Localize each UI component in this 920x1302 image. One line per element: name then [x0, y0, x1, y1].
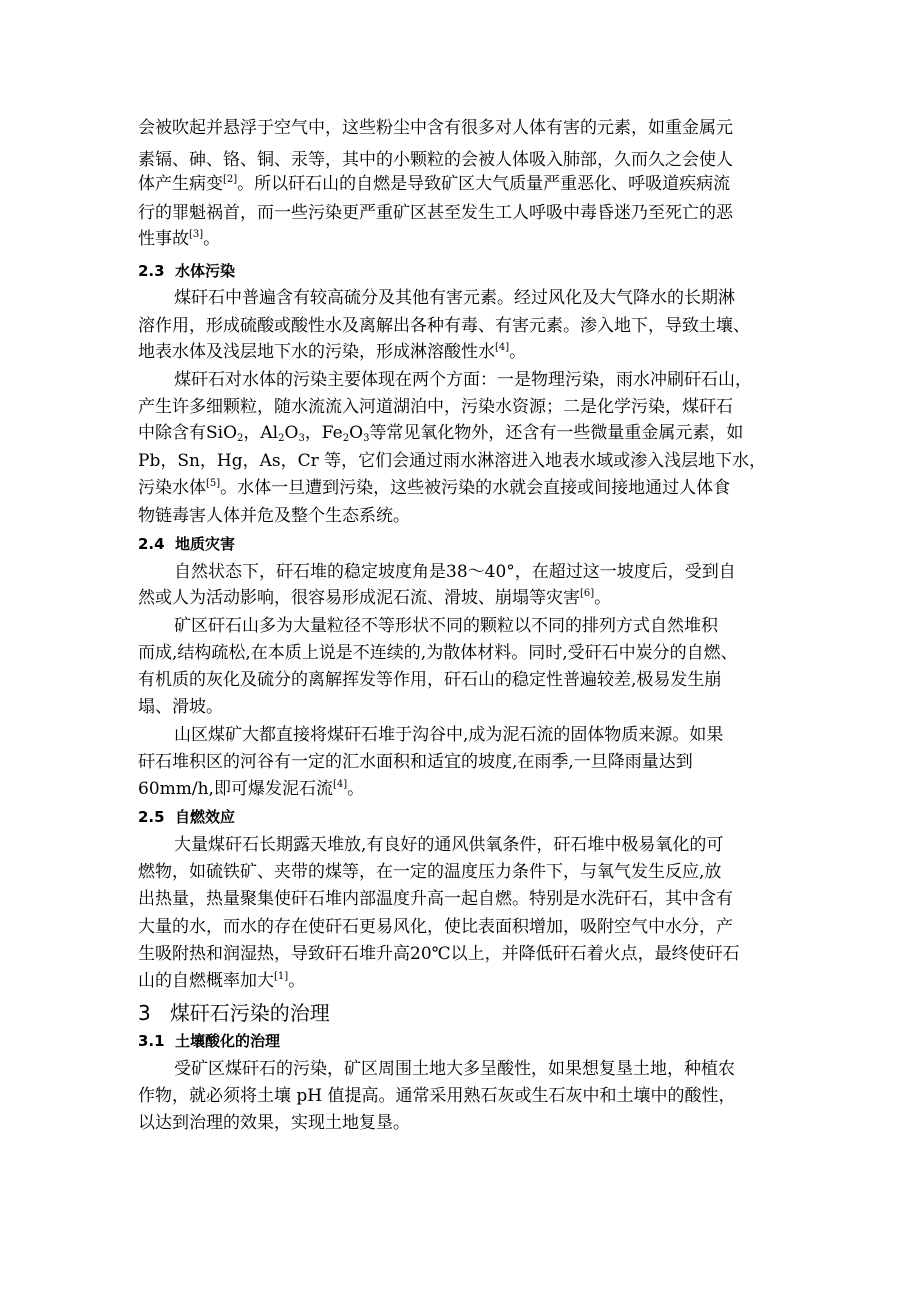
paragraph-line: 出热量，热量聚集使矸石堆内部温度升高一起自燃。特别是水洗矸石，其中含有 [138, 889, 733, 909]
paragraph-line: 大量煤矸石长期露天堆放,有良好的通风供氧条件，矸石堆中极易氧化的可 [174, 835, 724, 855]
citation: [5] [206, 478, 221, 489]
paragraph-line: 60mm/h,即可爆发泥石流[4]。 [138, 779, 365, 799]
paragraph-line: 矿区矸石山多为大量粒径不等形状不同的颗粒以不同的排列方式自然堆积 [174, 616, 718, 636]
paragraph-line: 受矿区煤矸石的污染，矿区周围土地大多呈酸性，如果想复垦土地，种植农 [174, 1059, 735, 1079]
citation: [1] [274, 971, 289, 982]
paragraph-line: 溶作用，形成硫酸或酸性水及离解出各种有毒、有害元素。渗入地下，导致土壤、 [138, 316, 750, 336]
paragraph-line: 自然状态下，矸石堆的稳定坡度角是38～40°，在超过这一坡度后，受到自 [174, 562, 736, 582]
paragraph-line: 产生许多细颗粒，随水流流入河道湖泊中，污染水资源；二是化学污染，煤矸石 [138, 397, 733, 417]
citation: [4] [495, 342, 510, 353]
paragraph-line: 生吸附热和润湿热，导致矸石堆升高20℃以上，并降低矸石着火点，最终使矸石 [138, 944, 740, 964]
section-heading-2-4: 2.4 地质灾害 [138, 535, 236, 553]
paragraph-line: 燃物，如硫铁矿、夹带的煤等，在一定的温度压力条件下，与氧气发生反应,放 [138, 862, 722, 882]
paragraph-line: 行的罪魁祸首，而一些污染更严重矿区甚至发生工人呼吸中毒昏迷乃至死亡的恶 [138, 203, 733, 223]
paragraph-line: 然或人为活动影响，很容易形成泥石流、滑坡、崩塌等灾害[6]。 [138, 588, 612, 608]
paragraph-line: 素镉、砷、铬、铜、汞等，其中的小颗粒的会被人体吸入肺部，久而久之会使人 [138, 150, 733, 170]
section-heading-2-3: 2.3 水体污染 [138, 262, 236, 280]
section-heading-3-1: 3.1 土壤酸化的治理 [138, 1032, 281, 1050]
paragraph-line: 会被吹起并悬浮于空气中，这些粉尘中含有很多对人体有害的元素，如重金属元 [138, 118, 733, 138]
paragraph-line: 大量的水，而水的存在使矸石更易风化，使比表面积增加，吸附空气中水分，产 [138, 917, 733, 937]
paragraph-line: 而成,结构疏松,在本质上说是不连续的,为散体材料。同时,受矸石中炭分的自燃、 [138, 643, 738, 663]
paragraph-line: 有机质的灰化及硫分的离解挥发等作用，矸石山的稳定性普遍较差,极易发生崩 [138, 670, 722, 690]
section-heading-2-5: 2.5 自燃效应 [138, 808, 236, 826]
paragraph-line: 矸石堆积区的河谷有一定的汇水面积和适宜的坡度,在雨季,一旦降雨量达到 [138, 752, 693, 772]
paragraph-line: 污染水体[5]。水体一旦遭到污染，这些被污染的水就会直接或间接地通过人体食 [138, 478, 731, 498]
paragraph-line: 以达到治理的效果，实现土地复垦。 [138, 1113, 410, 1133]
paragraph-line: 物链毒害人体并危及整个生态系统。 [138, 506, 410, 526]
section-heading-3: 3 煤矸石污染的治理 [138, 1001, 330, 1025]
citation: [6] [580, 588, 595, 599]
paragraph-line: 山区煤矿大都直接将煤矸石堆于沟谷中,成为泥石流的固体物质来源。如果 [174, 725, 724, 745]
paragraph-line: 煤矸石中普遍含有较高硫分及其他有害元素。经过风化及大气降水的长期淋 [174, 288, 735, 308]
paragraph-line: 煤矸石对水体的污染主要体现在两个方面：一是物理污染，雨水冲刷矸石山， [174, 370, 752, 390]
citation: [2] [223, 174, 238, 185]
paragraph-line: 山的自燃概率加大[1]。 [138, 971, 306, 991]
paragraph-line: 体产生病变[2]。所以矸石山的自燃是导致矿区大气质量严重恶化、呼吸道疾病流 [138, 174, 731, 194]
paragraph-line: Pb，Sn，Hg，As，Cr 等，它们会通过雨水淋溶进入地表水域或渗入浅层地下水， [138, 451, 767, 471]
paragraph-line: 中除含有SiO$_2$，$Al_2O_3$，$Fe_2O_3$等常见氧化物外，还含有一些微量重金属元素，如 [138, 423, 744, 444]
paragraph-line: 塌、滑坡。 [138, 697, 223, 717]
citation: [3] [189, 229, 204, 240]
paragraph-line: 作物，就必须将土壤 pH 值提高。通常采用熟石灰或生石灰中和土壤中的酸性， [138, 1086, 736, 1106]
paragraph-line: 性事故[3]。 [138, 229, 221, 249]
citation: [4] [332, 779, 348, 790]
paragraph-line: 地表水体及浅层地下水的污染，形成淋溶酸性水[4]。 [138, 342, 527, 362]
